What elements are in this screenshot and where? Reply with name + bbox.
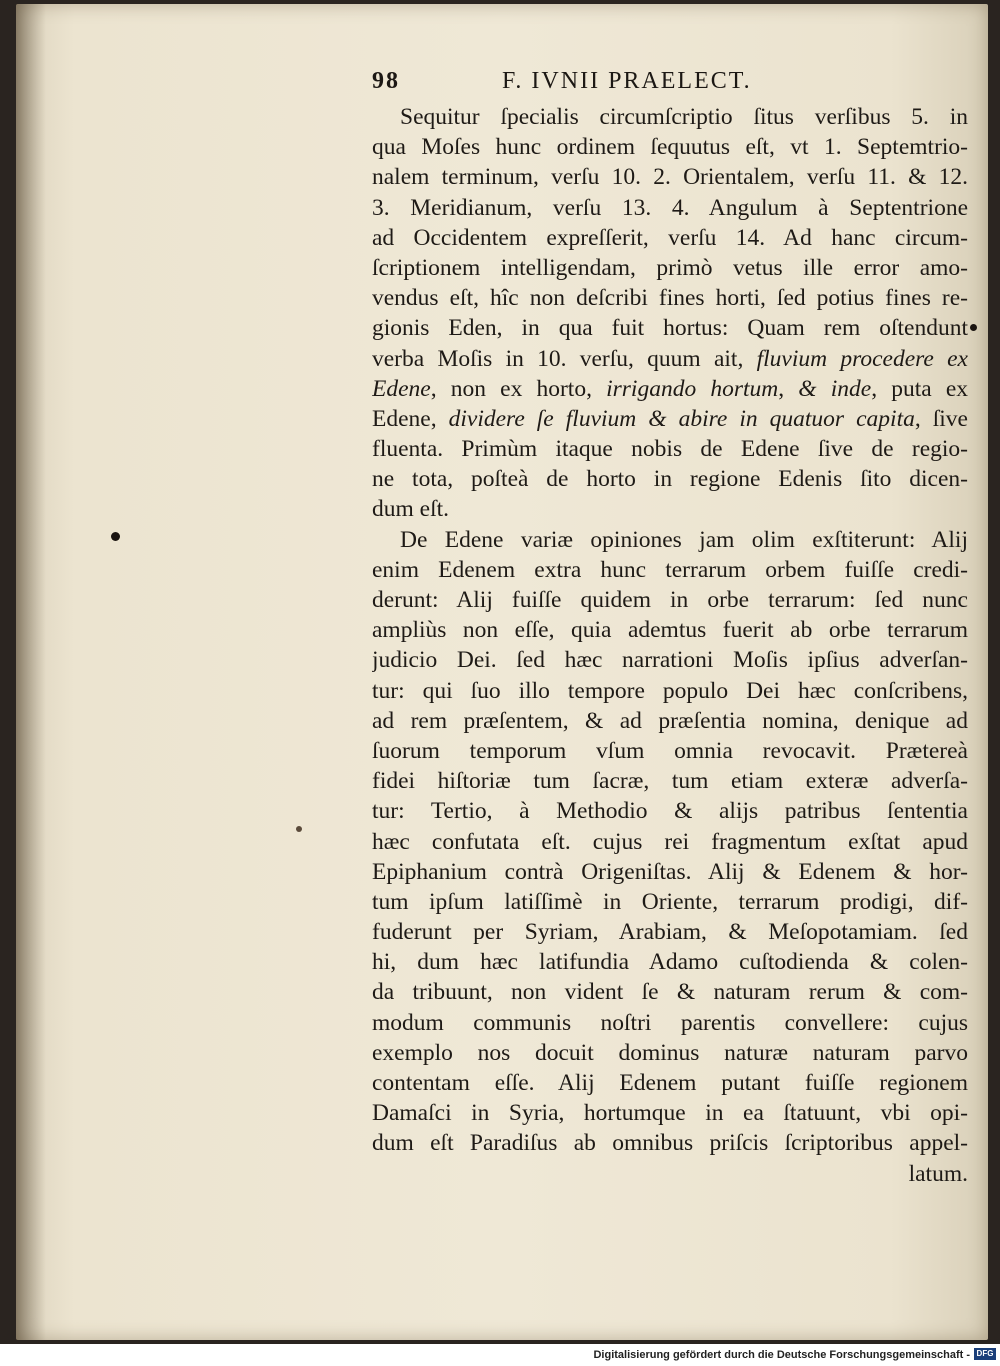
text-line: enim Edenem extra hunc terrarum orbem fuiſſe credi- bbox=[372, 556, 968, 583]
text-line: tur: qui ſuo illo tempore populo Dei hæc conſcribens, bbox=[372, 677, 968, 704]
text-line: qua Moſes hunc ordinem ſequutus eſt, vt 1. Septemtrio- bbox=[372, 134, 968, 161]
text-run: , bbox=[778, 375, 799, 402]
text-line: contentam eſſe. Alij Edenem putant fuiſſe regionem bbox=[372, 1070, 968, 1096]
text-line: derunt: Alij fuiſſe quidem in orbe terrarum: ſed nunc bbox=[372, 587, 968, 613]
text-line: tur: Tertio, à Methodio & alijs patribus ſententia bbox=[372, 798, 968, 825]
text-line: hæc confutata eſt. cujus rei fragmentum exſtat apud bbox=[372, 828, 968, 855]
text-line: Damaſci in Syria, hortumque in ea ſtatuunt, vbi opi- bbox=[372, 1100, 968, 1127]
text-line: da tribuunt, non vident ſe & naturam rerum & com- bbox=[372, 979, 968, 1006]
text-line: fidei hiſtoriæ tum ſacræ, tum etiam exteræ adverſa- bbox=[372, 768, 968, 795]
text-line: hi, dum hæc latifundia Adamo cuſtodienda & colen- bbox=[372, 949, 968, 976]
text-line: dum eſt Paradiſus ab omnibus priſcis ſcriptoribus appel- bbox=[372, 1130, 968, 1157]
italic-quote: irrigando hortum bbox=[606, 375, 779, 402]
italic-quote: fluvium procedere ex bbox=[756, 345, 968, 372]
text-run: verba Moſis in 10. verſu, quum ait, bbox=[372, 345, 757, 372]
text-line: fuderunt per Syriam, Arabiam, & Meſopotamiam. ſed bbox=[372, 919, 968, 946]
running-title: F. IVNII PRAELECT. bbox=[502, 68, 752, 94]
text-line: ad Occidentem expreſſerit, verſu 14. Ad hanc circum- bbox=[372, 224, 968, 251]
text-line: judicio Dei. ſed hæc narrationi Moſis ipſius adverſan- bbox=[372, 647, 968, 674]
text-run: , puta ex bbox=[871, 375, 968, 402]
text-run: , ſive bbox=[914, 405, 968, 432]
gutter-shadow bbox=[16, 4, 46, 1340]
running-head bbox=[372, 68, 872, 95]
text-line: exemplo nos docuit dominus naturæ naturam parvo bbox=[372, 1039, 968, 1066]
text-line bbox=[372, 374, 968, 404]
text-run: Edene, bbox=[372, 405, 449, 432]
body-text bbox=[372, 102, 968, 1189]
text-line bbox=[372, 404, 968, 434]
dfg-logo: DFG bbox=[974, 1348, 996, 1360]
ink-spot bbox=[111, 532, 120, 541]
text-line: modum communis noſtri parentis convellere: cujus bbox=[372, 1009, 968, 1036]
text-line: tum ipſum latiſſimè in Oriente, terrarum prodigi, dif- bbox=[372, 888, 968, 915]
text-line: Epiphanium contrà Origeniſtas. Alij & Edenem & hor- bbox=[372, 858, 968, 885]
text-line: ampliùs non eſſe, quia ademtus fuerit ab orbe terrarum bbox=[372, 617, 968, 644]
text-line: gionis Eden, in qua fuit hortus: Quam rem oſtendunt bbox=[372, 315, 968, 342]
page-number: 98 bbox=[372, 68, 400, 94]
text-line: nalem terminum, verſu 10. 2. Orientalem, verſu 11. & 12. bbox=[372, 164, 968, 191]
text-line: ne tota, poſteà de horto in regione Edenis ſito dicen- bbox=[372, 466, 968, 493]
catchword: latum. bbox=[908, 1160, 968, 1187]
ink-spot bbox=[970, 324, 977, 331]
funding-credit: Digitalisierung gefördert durch die Deutsche Forschungsgemeinschaft - bbox=[593, 1349, 970, 1361]
text-line: ad rem præſentem, & ad præſentia nomina, denique ad bbox=[372, 707, 968, 734]
italic-quote: dividere ſe fluvium & abire in quatuor capita bbox=[448, 405, 915, 432]
text-run: , non ex horto, bbox=[430, 375, 607, 402]
italic-quote: & inde bbox=[798, 375, 872, 402]
text-line: Sequitur ſpecialis circumſcriptio ſitus verſibus 5. in bbox=[400, 104, 968, 130]
text-line: 3. Meridianum, verſu 13. 4. Angulum à Septentrione bbox=[372, 194, 968, 221]
text-line: ſuorum temporum vſum omnia revocavit. Prætereà bbox=[372, 737, 968, 764]
text-line: fluenta. Primùm itaque nobis de Edene ſive de regio- bbox=[372, 436, 968, 463]
text-line: De Edene variæ opiniones jam olim exſtiterunt: Alij bbox=[400, 526, 968, 553]
italic-quote: Edene bbox=[372, 375, 431, 402]
ink-spot bbox=[296, 826, 302, 832]
text-line: ſcriptionem intelligendam, primò vetus ille error amo- bbox=[372, 254, 968, 281]
text-line: vendus eſt, hîc non deſcribi fines horti, ſed potius fines re- bbox=[372, 285, 968, 312]
text-line: dum eſt. bbox=[372, 496, 450, 523]
text-line bbox=[372, 344, 968, 374]
